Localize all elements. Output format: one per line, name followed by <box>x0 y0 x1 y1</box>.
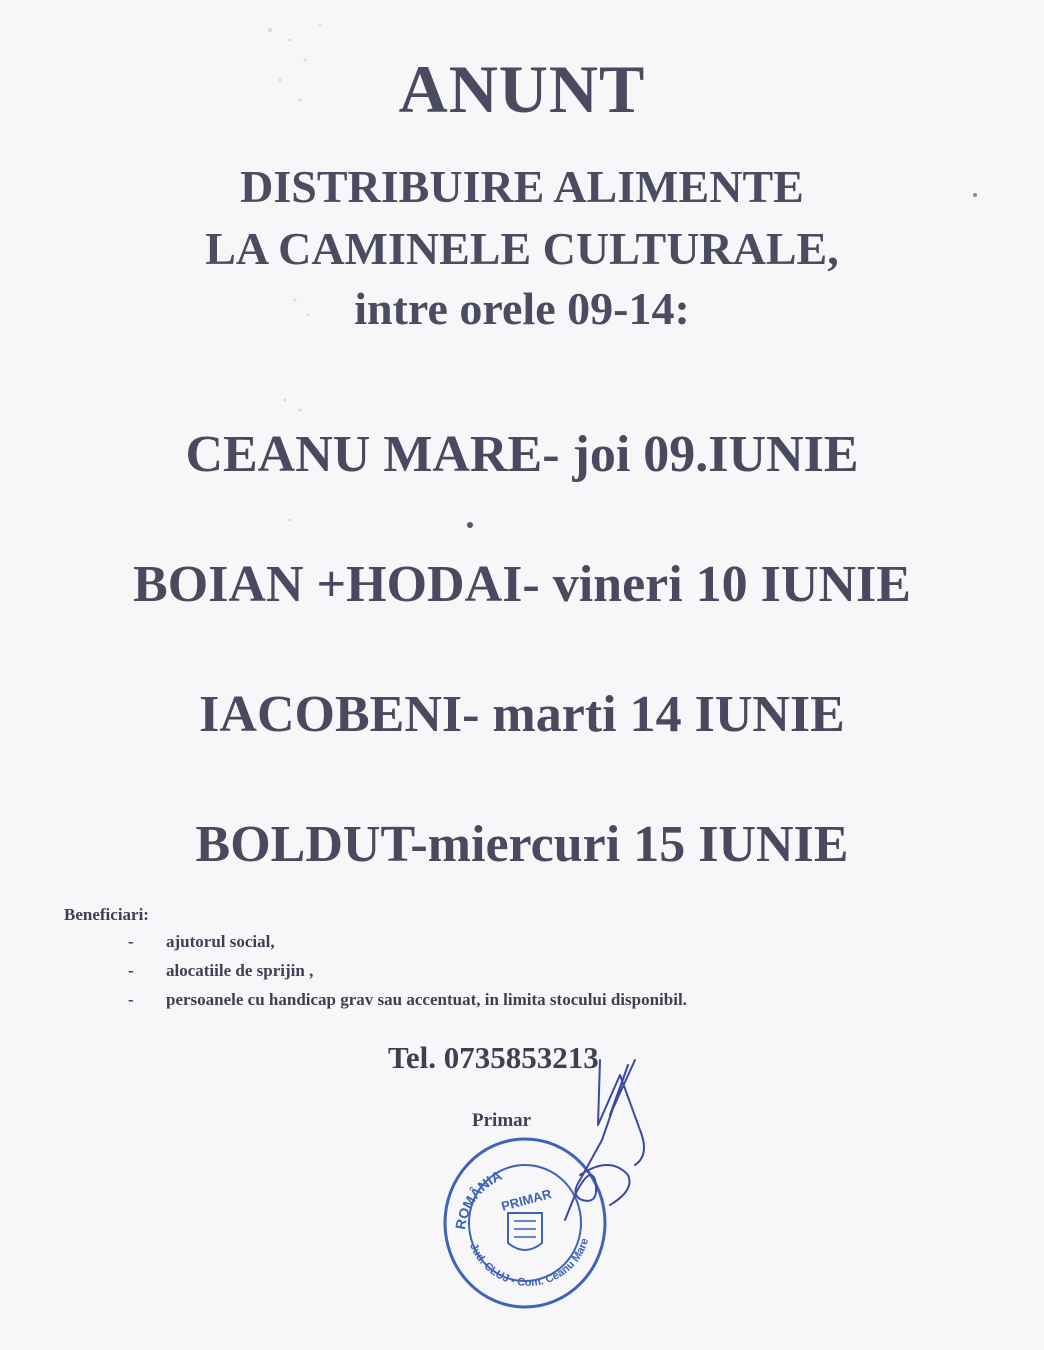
beneficiary-text: alocatiile de sprijin , <box>166 961 314 980</box>
schedule-item: IACOBENI- marti 14 IUNIE <box>199 686 845 743</box>
stamp-text-center: PRIMAR <box>499 1186 554 1214</box>
signatory-role: Primar <box>472 1110 532 1131</box>
announcement-subtitle-location: LA CAMINELE CULTURALE, <box>205 223 839 274</box>
list-item: - persoanele cu handicap grav sau accentuat, in limita stocului disponibil. <box>128 990 687 1009</box>
announcement-hours: intre orele 09-14: <box>354 283 690 334</box>
schedule-item: BOIAN +HODAI- vineri 10 IUNIE <box>133 556 911 613</box>
list-item: - alocatiile de sprijin , <box>128 961 314 980</box>
beneficiaries-label: Beneficiari: <box>64 905 149 924</box>
beneficiary-text: ajutorul social, <box>166 932 275 951</box>
stamp-text-top: ROMÂNIA <box>451 1167 505 1231</box>
announcement-title: ANUNT <box>398 51 646 127</box>
coat-of-arms-icon <box>508 1213 542 1250</box>
schedule-item: CEANU MARE- joi 09.IUNIE <box>185 426 859 483</box>
beneficiary-text: persoanele cu handicap grav sau accentuat, in limita stocului disponibil. <box>166 990 687 1009</box>
announcement-subtitle: DISTRIBUIRE ALIMENTE <box>240 161 804 212</box>
schedule-item: BOLDUT-miercuri 15 IUNIE <box>195 816 849 873</box>
beneficiaries-list <box>128 931 687 1018</box>
handwritten-signature <box>540 1055 660 1235</box>
list-item: - ajutorul social, <box>128 932 275 951</box>
stamp-text-bottom: Jud. CLUJ - Com. Ceanu Mare <box>467 1236 592 1289</box>
phone-number: Tel. 0735853213 <box>388 1040 599 1075</box>
